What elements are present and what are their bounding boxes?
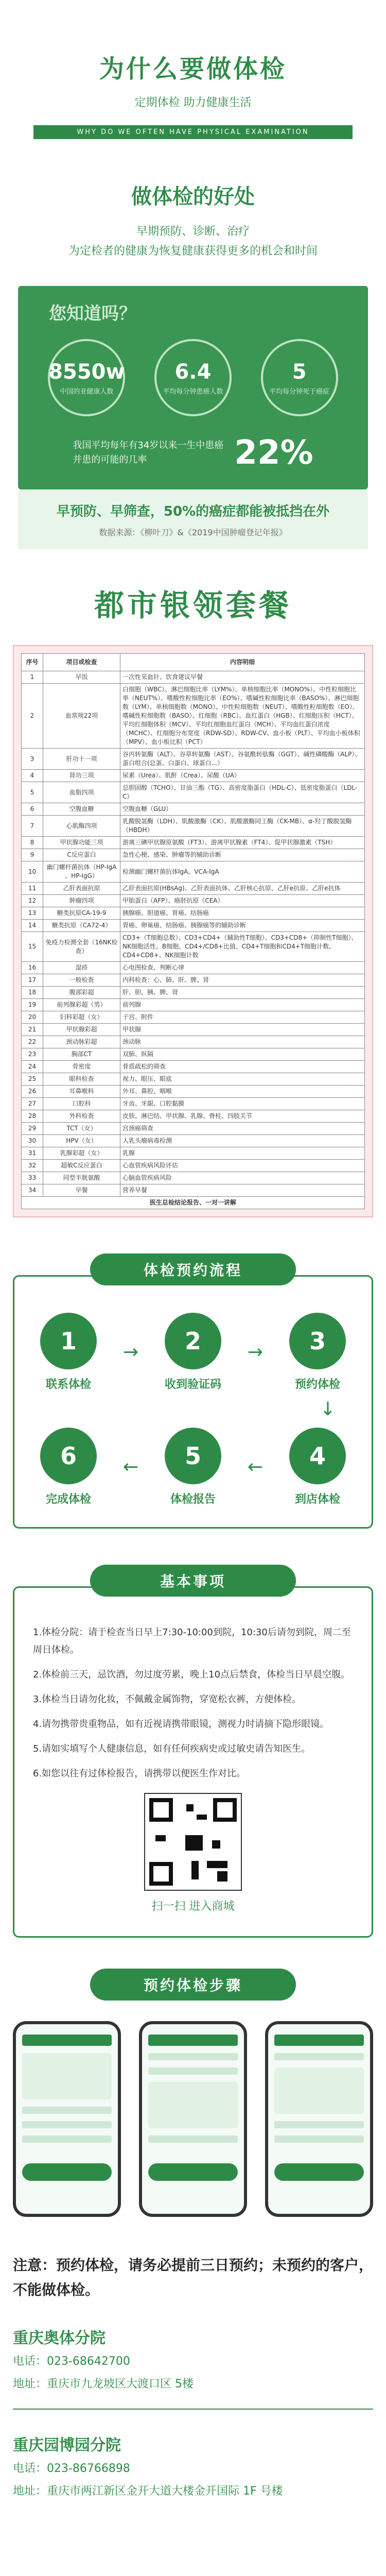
package-table (21, 653, 365, 1209)
step-label: 联系体检 (45, 1378, 91, 1391)
table-cell-detail: 胃癌、卵巢癌、结肠癌、胰腺癌等的辅助诊断 (120, 920, 365, 932)
know-panel (18, 286, 368, 489)
table-cell-item: 肿瘤四项 (43, 895, 120, 907)
flow-step (30, 1313, 107, 1392)
notes-title: 基本事项 (90, 1565, 296, 1597)
flow-box (13, 1275, 373, 1529)
table-cell-detail: 乳酸脱氢酶（LDH）、肌酸激酶（CK）、肌酸激酶同工酶（CK-MB）、α-羟丁酸脱氢酶（HBDH） (120, 816, 365, 837)
table-row (22, 1073, 365, 1086)
flow-step (154, 1313, 232, 1392)
phone-screenshot (265, 2021, 373, 2217)
table-cell-item: 肝功十一项 (43, 749, 120, 770)
table-row (22, 816, 365, 837)
step-label: 预约体检 (294, 1378, 340, 1391)
table-cell-item: 空腹血糖 (43, 803, 120, 816)
qr-area (33, 1793, 353, 1916)
stat-label: 平均每分钟患癌人数 (163, 387, 223, 396)
phone-screens (13, 2021, 373, 2217)
table-row (22, 1110, 365, 1123)
package-title: 都市银领套餐 (94, 588, 292, 623)
table-cell-no: 11 (22, 883, 43, 895)
table-cell-item: 妇科彩超（女） (43, 1011, 120, 1024)
table-footer-row (22, 1197, 365, 1209)
branch-aoti (13, 2325, 373, 2393)
step-number: 2 (165, 1313, 221, 1369)
arrow-left-icon: ← (122, 1456, 139, 1478)
table-cell-no: 27 (22, 1098, 43, 1110)
table-row (22, 837, 365, 849)
table-cell-no: 22 (22, 1036, 43, 1048)
step-number: 6 (40, 1428, 97, 1484)
table-cell-detail: 牙齿、牙龈、口腔黏膜 (120, 1098, 365, 1110)
booking-warning: 注意：预约体检，请务必提前三日预约；未预约的客户，不能做体检。 (13, 2257, 374, 2298)
table-cell-detail: 子宫、附件 (120, 1011, 365, 1024)
table-cell-item: HPV（女） (43, 1135, 120, 1147)
step-number: 4 (289, 1428, 346, 1484)
table-cell-detail: 前列腺 (120, 999, 365, 1011)
step-label: 到店体检 (294, 1493, 340, 1506)
page-title: 为什么要做体检 (99, 55, 287, 83)
table-cell-item: 糖类抗原CA-19-9 (43, 907, 120, 920)
branch-phone[interactable]: 电话：023-86766898 (13, 2462, 130, 2475)
table-row (22, 932, 365, 962)
flow-step (279, 1313, 356, 1392)
table-cell-no: 15 (22, 932, 43, 962)
phone-screenshot (139, 2021, 247, 2217)
table-row (22, 684, 365, 749)
table-cell-item: TCT（女） (43, 1123, 120, 1135)
step-number: 1 (40, 1313, 97, 1369)
col-header-no: 序号 (22, 654, 43, 671)
booking-steps-section (0, 1969, 386, 2217)
table-cell-no: 19 (22, 999, 43, 1011)
stat-label: 中国的亚健康人数 (60, 387, 114, 396)
flow-section (0, 1253, 386, 1529)
table-cell-no: 33 (22, 1172, 43, 1184)
note-item: 1.体检分院：请于检查当日早上7:30-10:00到院，10:30后请勿到院，周二至周日体检。 (33, 1627, 351, 1655)
table-cell-detail: 游离三碘甲状腺原氨酸（FT3）、游离甲状腺素（FT4）、促甲状腺激素（TSH） (120, 837, 365, 849)
benefits-text (0, 222, 386, 261)
package-table-wrap (13, 645, 373, 1217)
table-cell-item: 糖类抗原（CA72-4） (43, 920, 120, 932)
table-cell-detail: 乳腺 (120, 1147, 365, 1160)
table-cell-detail: 谷丙转氨酶（ALT）、谷草转氨酶（AST）、谷氨酰转肽酶（GGT）、碱性磷酸酶（ALP）、蛋白组合(总蛋、白蛋白、球蛋白...） (120, 749, 365, 770)
arrow-down-icon: ↓ (320, 1399, 336, 1420)
table-cell-item: 湿疹 (43, 962, 120, 974)
table-cell-item: 超敏C反应蛋白 (43, 1160, 120, 1172)
qr-code-icon[interactable] (144, 1793, 242, 1891)
table-row (22, 1135, 365, 1147)
table-row (22, 962, 365, 974)
table-cell-detail: CD3+（T细胞总数）、CD3+CD4+（辅助性T细胞）、CD3+CD8+（抑制性T细胞）、NK细胞活性、B细胞、CD4+/CD8+比值、CD4+T细胞和CD4+T细胞计数、CD4+CD8+、NK细胞计数 (120, 932, 365, 962)
table-row (22, 1011, 365, 1024)
branch-yuanboyuan (13, 2432, 373, 2500)
table-row (22, 803, 365, 816)
stat-circle (154, 339, 232, 416)
stat-label: 平均每分钟死于癌症 (269, 387, 330, 396)
table-row (22, 1061, 365, 1073)
table-row (22, 895, 365, 907)
table-cell-detail: 宫颈癌筛查 (120, 1123, 365, 1135)
table-cell-detail: 外耳、鼻腔、咽喉 (120, 1086, 365, 1098)
table-cell-detail: 乙肝表面抗原(HBsAg)、乙肝表面抗体、乙肝核心抗原、乙肝e抗原、乙肝e抗体 (120, 883, 365, 895)
branch-name: 重庆园博园分院 (13, 2436, 121, 2454)
table-row (22, 883, 365, 895)
table-cell-no: 12 (22, 895, 43, 907)
early-headline: 早预防、早筛查，50%的癌症都能被抵挡在外 (56, 504, 330, 519)
table-cell-detail: 总胆固醇（TCHO）、甘油三酯（TG）、高密度脂蛋白（HDL-C）、低密度脂蛋白（LDL-C） (120, 782, 365, 803)
branch-phone[interactable]: 电话：023-68642700 (13, 2355, 130, 2368)
know-title: 您知道吗？ (49, 303, 136, 324)
page-subtitle: 定期体检 助力健康生活 (134, 96, 252, 109)
table-row (22, 1160, 365, 1172)
table-cell-detail: 颈动脉 (120, 1036, 365, 1048)
table-cell-detail: 检测幽门螺杆菌抗体IgA、VCA-IgA (120, 861, 365, 883)
col-header-item: 项目或检查 (43, 654, 120, 671)
table-cell-detail: 空腹血糖（GLU） (120, 803, 365, 816)
table-cell-no: 25 (22, 1073, 43, 1086)
step-label: 收到验证码 (164, 1378, 221, 1391)
stat-number: 6.4 (174, 360, 212, 384)
note-item: 2.体检前三天，忌饮酒，勿过度劳累，晚上10点后禁食，体检当日早晨空腹。 (33, 1669, 350, 1680)
table-cell-item: 眼科检查 (43, 1073, 120, 1086)
table-cell-no: 7 (22, 816, 43, 837)
step-label: 完成体检 (45, 1493, 91, 1506)
table-cell-item: 颈动脉彩超 (43, 1036, 120, 1048)
table-cell-detail: 双肺、纵隔 (120, 1048, 365, 1061)
table-cell-item: 免疫力检测全套（16NK检查） (43, 932, 120, 962)
col-header-detail: 内容明细 (120, 654, 365, 671)
table-cell-detail: 一次性采血针、饮食建议早餐 (120, 671, 365, 684)
table-cell-no: 17 (22, 974, 43, 987)
stat-number: 5 (292, 360, 307, 384)
table-cell-detail: 尿素（Urea）、肌酐（Crea）、尿酸（UA） (120, 770, 365, 782)
table-row (22, 907, 365, 920)
cancer-percent (18, 434, 368, 472)
table-row (22, 849, 365, 861)
table-cell-item: 幽门螺杆菌抗体（HP-IgA 、HP-IgG） (43, 861, 120, 883)
table-cell-detail: 营养早餐 (120, 1184, 365, 1197)
table-footer-cell: 医生总检结论报告、一对一讲解 (22, 1197, 365, 1209)
table-cell-item: 口腔科 (43, 1098, 120, 1110)
table-cell-no: 31 (22, 1147, 43, 1160)
branch-address: 地址：重庆市两江新区金开大道大楼金开国际 1F 号楼 (13, 2485, 283, 2498)
notes-box (13, 1586, 373, 1938)
table-cell-no: 8 (22, 837, 43, 849)
table-cell-no: 23 (22, 1048, 43, 1061)
table-cell-no: 16 (22, 962, 43, 974)
table-row (22, 671, 365, 684)
table-cell-no: 34 (22, 1184, 43, 1197)
table-cell-item: 血脂四项 (43, 782, 120, 803)
table-cell-no: 13 (22, 907, 43, 920)
table-row (22, 782, 365, 803)
package-table-body (22, 671, 365, 1209)
table-cell-detail: 急性心梗、感染、肿瘤等的辅助诊断 (120, 849, 365, 861)
phone-screenshot (13, 2021, 121, 2217)
table-cell-item: 乳腺彩超（女） (43, 1147, 120, 1160)
table-row (22, 920, 365, 932)
arrow-right-icon: → (122, 1342, 139, 1363)
table-cell-detail: 胰腺癌、胆道癌、胃癌、结肠癌 (120, 907, 365, 920)
table-cell-detail: 骨质疏松的筛查 (120, 1061, 365, 1073)
stat-circles (33, 339, 353, 416)
flow-title: 体检预约流程 (90, 1253, 296, 1285)
benefits-line: 早期预防、诊断、治疗 (136, 225, 250, 238)
step-label: 体检报告 (170, 1493, 216, 1506)
table-row (22, 1098, 365, 1110)
table-cell-item: 甲状腺彩超 (43, 1024, 120, 1036)
percent-number: 22% (234, 434, 313, 472)
note-item: 5.请如实填写个人健康信息，如有任何疾病史或过敏史请告知医生。 (33, 1743, 311, 1754)
table-cell-detail: 肝、胆、胰、脾、肾 (120, 987, 365, 999)
table-cell-item: 心肌酶四项 (43, 816, 120, 837)
table-row (22, 1086, 365, 1098)
table-cell-detail: 甲状腺 (120, 1024, 365, 1036)
data-source: 数据来源：《柳叶刀》&《2019中国肿瘤登记年报》 (99, 528, 287, 537)
step-number: 3 (289, 1313, 346, 1369)
booking-steps-title: 预约体检步骤 (90, 1969, 296, 2001)
table-cell-detail: 皮肤、淋巴结、甲状腺、乳腺、脊柱、四肢关节 (120, 1110, 365, 1123)
early-screening (18, 489, 368, 549)
table-row (22, 987, 365, 999)
table-cell-no: 18 (22, 987, 43, 999)
table-cell-item: 早餐 (43, 1184, 120, 1197)
table-row (22, 1036, 365, 1048)
branch-name: 重庆奥体分院 (13, 2329, 106, 2347)
table-cell-no: 24 (22, 1061, 43, 1073)
table-row (22, 861, 365, 883)
table-cell-no: 4 (22, 770, 43, 782)
notes-section (0, 1565, 386, 1938)
table-cell-item: 耳鼻喉科 (43, 1086, 120, 1098)
table-row (22, 749, 365, 770)
note-item: 4.请勿携带贵重物品，如有近视请携带眼镜，测视力时请摘下隐形眼镜。 (33, 1719, 329, 1730)
table-cell-no: 32 (22, 1160, 43, 1172)
note-item: 3.体检当日请勿化妆，不佩戴金属饰物，穿宽松衣裤，方便体检。 (33, 1694, 302, 1705)
header (0, 0, 386, 139)
table-header-row (22, 654, 365, 671)
table-cell-item: 血常规22项 (43, 684, 120, 749)
flow-row-top (30, 1313, 356, 1392)
flow-step (279, 1428, 356, 1506)
flow-row-bottom (30, 1428, 356, 1506)
table-cell-no: 30 (22, 1135, 43, 1147)
table-cell-detail: 甲胎蛋白（AFP）、癌胚抗原（CEA） (120, 895, 365, 907)
table-row (22, 1024, 365, 1036)
table-cell-detail: 心电图检查、判断心律 (120, 962, 365, 974)
table-row (22, 999, 365, 1011)
table-cell-no: 21 (22, 1024, 43, 1036)
table-row (22, 1048, 365, 1061)
table-row (22, 1184, 365, 1197)
note-item: 6.如您以往有过体检报告，请携带以便医生作对比。 (33, 1768, 246, 1779)
arrow-right-icon: → (247, 1342, 264, 1363)
table-row (22, 1123, 365, 1135)
stat-circle (48, 339, 125, 416)
table-cell-no: 14 (22, 920, 43, 932)
table-cell-no: 28 (22, 1110, 43, 1123)
table-cell-item: 甲状腺功能三项 (43, 837, 120, 849)
table-cell-detail: 视力、眼压、眼底 (120, 1073, 365, 1086)
step-number: 5 (165, 1428, 221, 1484)
table-row (22, 1172, 365, 1184)
table-cell-no: 20 (22, 1011, 43, 1024)
benefits-title: 做体检的好处 (131, 185, 255, 209)
table-cell-no: 10 (22, 861, 43, 883)
stat-number: 8550w (48, 360, 125, 384)
table-cell-no: 5 (22, 782, 43, 803)
table-cell-item: 乙肝表面抗原 (43, 883, 120, 895)
table-cell-detail: 内科检查：心、肺、肝、脾、肾 (120, 974, 365, 987)
table-row (22, 770, 365, 782)
qr-label: 扫一扫 进入商城 (151, 1900, 235, 1913)
table-cell-item: C反应蛋白 (43, 849, 120, 861)
table-cell-item: 早饭 (43, 671, 120, 684)
table-cell-no: 26 (22, 1086, 43, 1098)
flow-step (154, 1428, 232, 1506)
stat-circle (261, 339, 338, 416)
table-cell-detail: 心血管疾病风险评估 (120, 1160, 365, 1172)
english-banner: WHY DO WE OFTEN HAVE PHYSICAL EXAMINATION (33, 125, 353, 139)
table-cell-detail: 人乳头瘤病毒检测 (120, 1135, 365, 1147)
table-cell-item: 骨密度 (43, 1061, 120, 1073)
table-cell-no: 2 (22, 684, 43, 749)
table-cell-no: 9 (22, 849, 43, 861)
table-cell-detail: 心脑血管疾病风险 (120, 1172, 365, 1184)
divider (13, 2409, 373, 2410)
table-cell-item: 肾功三项 (43, 770, 120, 782)
table-cell-item: 前列腺彩超（男） (43, 999, 120, 1011)
table-cell-no: 3 (22, 749, 43, 770)
table-cell-detail: 白细胞（WBC）、淋巴细胞比率（LYM%）、单核细胞比率（MONO%）、中性粒细胞比率（NEUT%）、嗜酸性粒细胞比率（EO%）、嗜碱性粒细胞比率（BASO%）、淋巴细胞数（LYM）、单核细胞数（MONO）、中性粒细胞数（NEUT）、嗜酸性粒细胞数（EO）、嗜碱性粒细胞数（BASO）、红细胞（RBC）、血红蛋白（HGB）、红细胞压积（HCT）、平均红细胞体积（MCV）、平均红细胞血红蛋白（MCH）、平均血红蛋白浓度（MCHC）、红细胞分布宽度（RDW-SD）、RDW-CV、血小板（PLT）、平均血小板体积（MPV）、血小板比积（PCT） (120, 684, 365, 749)
table-cell-item: 胸部CT (43, 1048, 120, 1061)
percent-text: 我国平均每年有34岁以来一生中患癌并患的可能的几率 (73, 440, 224, 465)
table-row (22, 1147, 365, 1160)
table-cell-no: 29 (22, 1123, 43, 1135)
table-cell-no: 6 (22, 803, 43, 816)
table-cell-no: 1 (22, 671, 43, 684)
table-cell-item: 外科检查 (43, 1110, 120, 1123)
flow-step (30, 1428, 107, 1506)
table-cell-item: 同型半胱氨酸 (43, 1172, 120, 1184)
branch-address: 地址：重庆市九龙坡区大渡口区 5楼 (13, 2378, 194, 2391)
benefits-line: 为定检者的健康为恢复健康获得更多的机会和时间 (68, 245, 318, 258)
arrow-left-icon: ← (247, 1456, 264, 1478)
table-cell-item: 腹部彩超 (43, 987, 120, 999)
table-cell-item: 一般检查 (43, 974, 120, 987)
table-row (22, 974, 365, 987)
